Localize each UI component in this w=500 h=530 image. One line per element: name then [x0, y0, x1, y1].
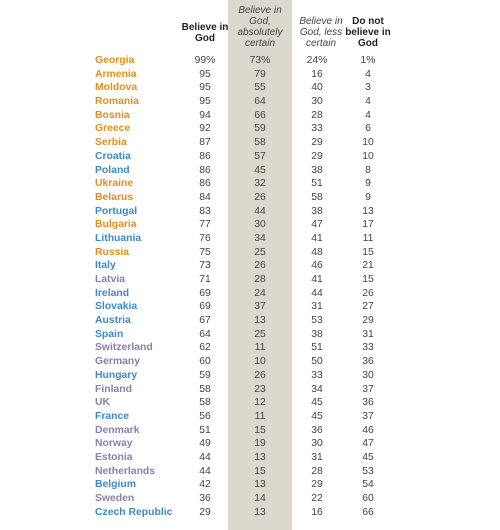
less-certain-value: 38	[311, 328, 323, 340]
less-certain-value: 29	[311, 479, 323, 491]
believe-value: 44	[199, 451, 211, 463]
absolutely-certain-value: 57	[254, 150, 266, 162]
less-certain-value: 24%	[306, 55, 328, 66]
believe-value: 71	[199, 274, 211, 285]
less-certain-value: 47	[311, 219, 323, 231]
absolutely-certain-value: 66	[254, 109, 266, 121]
table-row	[0, 300, 500, 314]
table-row	[0, 54, 500, 68]
not-believe-value: 37	[362, 410, 374, 422]
less-certain-value: 30	[311, 438, 323, 450]
less-certain-value: 36	[311, 424, 323, 436]
table-row	[0, 410, 500, 424]
absolutely-certain-value: 28	[254, 274, 266, 285]
less-certain-value: 28	[311, 109, 323, 121]
absolutely-certain-value: 58	[254, 137, 266, 149]
table-row	[0, 506, 500, 520]
believe-value: 42	[199, 479, 211, 491]
less-certain-value: 51	[311, 178, 323, 190]
believe-value: 84	[199, 191, 211, 203]
country-label: Italy	[95, 260, 116, 272]
country-label: Bulgaria	[95, 219, 137, 231]
country-label: Austria	[95, 315, 131, 327]
absolutely-certain-value: 13	[254, 479, 266, 491]
less-certain-value: 28	[311, 465, 323, 477]
less-certain-value: 33	[311, 369, 323, 381]
absolutely-certain-value: 59	[254, 123, 266, 135]
absolutely-certain-value: 73%	[249, 55, 271, 66]
not-believe-value: 46	[362, 424, 374, 436]
table-row	[0, 191, 500, 205]
table-row	[0, 246, 500, 260]
believe-value: 95	[199, 82, 211, 94]
believe-value: 64	[199, 328, 211, 340]
table-row	[0, 451, 500, 465]
not-believe-value: 36	[362, 397, 374, 409]
table-row	[0, 109, 500, 123]
table-row	[0, 478, 500, 492]
header-less-certain: Believe in God, less certain	[299, 16, 343, 49]
header-do-not-believe: Do not believe in God	[345, 16, 391, 49]
country-label: Denmark	[95, 424, 140, 436]
table-row	[0, 205, 500, 219]
believe-value: 58	[199, 383, 211, 395]
table-row	[0, 218, 500, 232]
less-certain-value: 58	[311, 191, 323, 203]
absolutely-certain-value: 13	[254, 315, 266, 327]
not-believe-value: 10	[362, 137, 374, 149]
not-believe-value: 11	[362, 232, 374, 244]
believe-value: 49	[199, 438, 211, 450]
table-row	[0, 177, 500, 191]
absolutely-certain-value: 79	[254, 68, 266, 80]
less-certain-value: 41	[311, 232, 323, 244]
absolutely-certain-value: 13	[254, 451, 266, 463]
absolutely-certain-value: 64	[254, 96, 266, 108]
believe-value: 73	[199, 260, 211, 272]
table-row	[0, 81, 500, 95]
country-label: Latvia	[95, 274, 126, 285]
less-certain-value: 50	[311, 356, 323, 368]
not-believe-value: 17	[362, 219, 374, 231]
less-certain-value: 53	[311, 315, 323, 327]
not-believe-value: 29	[362, 315, 374, 327]
absolutely-certain-value: 45	[254, 164, 266, 176]
believe-value: 67	[199, 315, 211, 327]
not-believe-value: 30	[362, 369, 374, 381]
absolutely-certain-value: 13	[254, 506, 266, 518]
believe-value: 69	[199, 301, 211, 313]
table-row	[0, 232, 500, 246]
not-believe-value: 33	[362, 342, 374, 354]
not-believe-value: 37	[362, 383, 374, 395]
table-row	[0, 341, 500, 355]
less-certain-value: 51	[311, 342, 323, 354]
believe-value: 86	[199, 150, 211, 162]
country-label: Russia	[95, 246, 130, 258]
country-label: Lithuania	[95, 232, 142, 244]
not-believe-value: 60	[362, 493, 374, 504]
country-label: Norway	[95, 438, 133, 450]
absolutely-certain-value: 32	[254, 178, 266, 190]
less-certain-value: 29	[311, 150, 323, 162]
believe-value: 51	[199, 424, 211, 436]
table-row	[0, 150, 500, 164]
less-certain-value: 34	[311, 383, 323, 395]
table-row	[0, 355, 500, 369]
table-row	[0, 287, 500, 301]
country-label: Georgia	[95, 55, 135, 66]
absolutely-certain-value: 55	[254, 82, 266, 94]
table-row	[0, 492, 500, 506]
absolutely-certain-value: 15	[254, 465, 266, 477]
believe-value: 83	[199, 205, 211, 217]
country-label: Greece	[95, 123, 131, 135]
less-certain-value: 46	[311, 260, 323, 272]
country-label: Germany	[95, 356, 141, 368]
not-believe-value: 15	[362, 274, 374, 285]
table-row	[0, 95, 500, 109]
table-row	[0, 68, 500, 82]
country-label: Croatia	[95, 150, 131, 162]
table-row	[0, 383, 500, 397]
absolutely-certain-value: 25	[254, 246, 266, 258]
table-row	[0, 122, 500, 136]
absolutely-certain-value: 26	[254, 191, 266, 203]
less-certain-value: 44	[311, 287, 323, 299]
less-certain-value: 29	[311, 137, 323, 149]
believe-value: 60	[199, 356, 211, 368]
not-believe-value: 15	[362, 246, 374, 258]
table-row	[0, 136, 500, 150]
believe-value: 77	[199, 219, 211, 231]
absolutely-certain-value: 11	[254, 410, 266, 422]
absolutely-certain-value: 30	[254, 219, 266, 231]
less-certain-value: 33	[311, 123, 323, 135]
country-label: Ukraine	[95, 178, 134, 190]
not-believe-value: 27	[362, 301, 374, 313]
believe-value: 69	[199, 287, 211, 299]
country-label: Czech Republic	[95, 506, 173, 518]
table-row	[0, 259, 500, 273]
country-label: UK	[95, 397, 111, 409]
country-label: Moldova	[95, 82, 138, 94]
believe-value: 95	[199, 68, 211, 80]
less-certain-value: 41	[311, 274, 323, 285]
less-certain-value: 31	[311, 451, 323, 463]
absolutely-certain-value: 26	[254, 369, 266, 381]
country-label: Slovakia	[95, 301, 138, 313]
table-row	[0, 164, 500, 178]
believe-value: 62	[199, 342, 211, 354]
absolutely-certain-value: 15	[254, 424, 266, 436]
less-certain-value: 30	[311, 96, 323, 108]
absolutely-certain-value: 11	[254, 342, 266, 354]
country-label: Belgium	[95, 479, 136, 491]
not-believe-value: 6	[365, 123, 371, 135]
not-believe-value: 21	[362, 260, 374, 272]
absolutely-certain-value: 19	[254, 438, 266, 450]
header-absolutely-certain: Believe in God, absolutely certain	[237, 5, 283, 49]
country-label: Switzerland	[95, 342, 153, 354]
not-believe-value: 1%	[360, 55, 376, 66]
not-believe-value: 54	[362, 479, 374, 491]
absolutely-certain-value: 23	[254, 383, 266, 395]
absolutely-certain-value: 25	[254, 328, 266, 340]
not-believe-value: 9	[365, 178, 371, 190]
less-certain-value: 38	[311, 164, 323, 176]
table-row	[0, 465, 500, 479]
not-believe-value: 4	[365, 109, 371, 121]
less-certain-value: 22	[311, 493, 323, 504]
absolutely-certain-value: 34	[254, 232, 266, 244]
not-believe-value: 45	[362, 451, 374, 463]
country-label: Poland	[95, 164, 130, 176]
country-label: France	[95, 410, 130, 422]
not-believe-value: 36	[362, 356, 374, 368]
absolutely-certain-value: 44	[254, 205, 266, 217]
not-believe-value: 53	[362, 465, 374, 477]
absolutely-certain-value: 12	[254, 397, 266, 409]
not-believe-value: 3	[365, 82, 371, 94]
believe-value: 92	[199, 123, 211, 135]
not-believe-value: 66	[362, 506, 374, 518]
less-certain-value: 38	[311, 205, 323, 217]
country-label: Netherlands	[95, 465, 156, 477]
believe-value: 75	[199, 246, 211, 258]
not-believe-value: 26	[362, 287, 374, 299]
table-row	[0, 273, 500, 287]
table-row	[0, 369, 500, 383]
believe-value: 94	[199, 109, 211, 121]
less-certain-value: 31	[311, 301, 323, 313]
country-label: Estonia	[95, 451, 133, 463]
not-believe-value: 8	[365, 164, 371, 176]
country-label: Armenia	[95, 68, 137, 80]
country-label: Hungary	[95, 369, 138, 381]
believe-value: 87	[199, 137, 211, 149]
absolutely-certain-value: 37	[254, 301, 266, 313]
country-label: Spain	[95, 328, 124, 340]
country-label: Romania	[95, 96, 139, 108]
believe-value: 36	[199, 493, 211, 504]
absolutely-certain-value: 10	[254, 356, 266, 368]
believe-value: 59	[199, 369, 211, 381]
believe-value: 76	[199, 232, 211, 244]
table-row	[0, 396, 500, 410]
believe-value: 86	[199, 164, 211, 176]
not-believe-value: 47	[362, 438, 374, 450]
believe-value: 44	[199, 465, 211, 477]
table-row	[0, 437, 500, 451]
not-believe-value: 9	[365, 191, 371, 203]
absolutely-certain-value: 14	[254, 493, 266, 504]
not-believe-value: 4	[365, 96, 371, 108]
believe-value: 29	[199, 506, 211, 518]
country-label: Serbia	[95, 137, 127, 149]
not-believe-value: 13	[362, 205, 374, 217]
country-label: Sweden	[95, 493, 135, 504]
header-believe: Believe in God	[181, 22, 229, 44]
less-certain-value: 40	[311, 82, 323, 94]
country-label: Ireland	[95, 287, 130, 299]
believe-value: 99%	[194, 55, 216, 66]
less-certain-value: 48	[311, 246, 323, 258]
table-row	[0, 314, 500, 328]
absolutely-certain-value: 24	[254, 287, 266, 299]
less-certain-value: 16	[311, 68, 323, 80]
country-table	[0, 54, 500, 519]
absolutely-certain-value: 26	[254, 260, 266, 272]
believe-value: 95	[199, 96, 211, 108]
country-label: Bosnia	[95, 109, 130, 121]
table-row	[0, 328, 500, 342]
not-believe-value: 4	[365, 68, 371, 80]
country-label: Belarus	[95, 191, 134, 203]
not-believe-value: 10	[362, 150, 374, 162]
less-certain-value: 45	[311, 410, 323, 422]
believe-value: 56	[199, 410, 211, 422]
believe-value: 58	[199, 397, 211, 409]
believe-value: 86	[199, 178, 211, 190]
less-certain-value: 45	[311, 397, 323, 409]
country-label: Finland	[95, 383, 132, 395]
less-certain-value: 16	[311, 506, 323, 518]
country-label: Portugal	[95, 205, 138, 217]
table-row	[0, 424, 500, 438]
not-believe-value: 31	[362, 328, 374, 340]
